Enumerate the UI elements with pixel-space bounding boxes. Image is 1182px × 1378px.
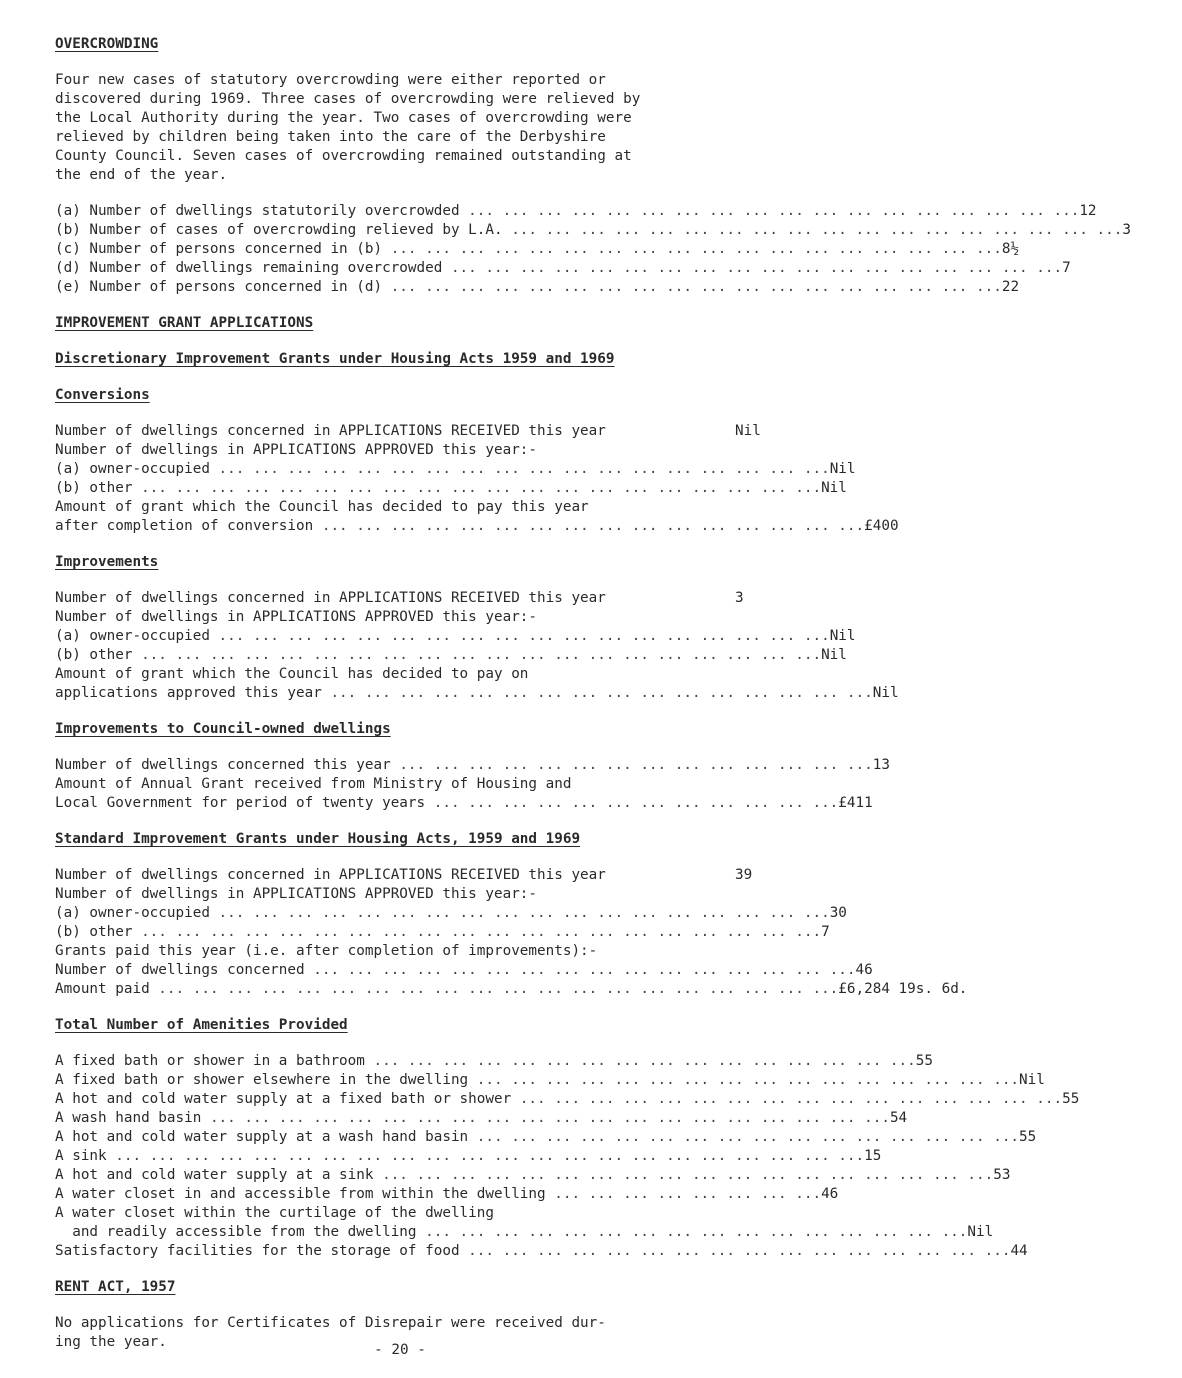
item-value: 7 [1062,260,1071,276]
item-value: 15 [864,1148,882,1164]
list-item: A fixed bath or shower elsewhere in the dwelling ... ... ... ... ... ... ... ... ... ... ... ... ... ... ... ... Nil [55,1071,795,1090]
dot-leader: ... ... ... ... ... ... ... ... ... ... ... ... ... ... ... ... ... ... [468,203,1080,219]
rent-act-paragraph: No applications for Certificates of Disrepair were received dur- ing the year. [55,1315,606,1350]
list-item: (a) Number of dwellings statutorily overcrowded ... ... ... ... ... ... ... ... ... ... ... ... ... ... ... ... ... ... 12 [55,202,795,221]
conversions-heading: Conversions [55,387,150,403]
list-item: (e) Number of persons concerned in (d) ... ... ... ... ... ... ... ... ... ... ... ... ... ... ... ... ... ... 22 [55,278,795,297]
dot-leader: ... ... ... ... ... ... ... ... ... ... ... ... ... ... ... ... [476,1129,1020,1145]
item-value: Nil [735,423,761,439]
dot-leader: ... ... ... ... ... ... ... ... ... ... ... ... ... ... ... ... ... ... ... ... [141,924,822,940]
list-item: A water closet in and accessible from within the dwelling ... ... ... ... ... ... ... ... 46 [55,1185,795,1204]
item-value: 55 [1062,1091,1080,1107]
dot-leader: ... ... ... ... ... ... ... ... ... ... ... ... ... ... ... ... [425,1224,968,1240]
list-item: (a) owner-occupied ... ... ... ... ... ... ... ... ... ... ... ... ... ... ... ... ... ... 30 [55,904,795,923]
list-item: Satisfactory facilities for the storage of food ... ... ... ... ... ... ... ... ... ... ... ... ... ... ... ... 44 [55,1242,795,1261]
item-value: 30 [829,905,847,921]
item-value: Nil [1019,1072,1045,1088]
dot-leader: ... ... ... ... ... ... ... ... ... ... ... ... ... ... ... ... [476,1072,1020,1088]
dot-leader: ... ... ... ... ... ... ... ... ... ... ... ... ... ... ... ... ... ... [382,1167,994,1183]
item-value: 46 [855,962,873,978]
list-item: Number of dwellings concerned ... ... ... ... ... ... ... ... ... ... ... ... ... ... ... ... 46 [55,961,795,980]
list-item: applications approved this year ... ... ... ... ... ... ... ... ... ... ... ... ... ... ... ... Nil [55,684,795,703]
item-value: £400 [864,518,899,534]
dot-leader: ... ... ... ... ... ... ... ... ... ... ... ... [433,795,839,811]
item-value: 3 [1122,222,1131,238]
amount-intro: Amount of grant which the Council has decided to pay this year [55,499,589,515]
item-value: 55 [915,1053,933,1069]
list-item: (a) owner-occupied ... ... ... ... ... ... ... ... ... ... ... ... ... ... ... ... ... ... Nil [55,627,795,646]
item-value: 53 [993,1167,1011,1183]
amenity-intro: A water closet within the curtilage of the dwelling [55,1205,494,1221]
item-value: 44 [1010,1243,1028,1259]
discretionary-heading: Discretionary Improvement Grants under Housing Acts 1959 and 1969 [55,351,615,367]
item-value: Nil [872,685,899,701]
item-value: Nil [829,628,856,644]
amount-intro: Amount of Annual Grant received from Ministry of Housing and [55,776,572,792]
list-item: (c) Number of persons concerned in (b) ... ... ... ... ... ... ... ... ... ... ... ... ... ... ... ... ... ... 8½ [55,240,795,259]
overcrowding-heading: OVERCROWDING [55,36,159,52]
item-value: 3 [735,590,744,606]
overcrowding-paragraph: Four new cases of statutory overcrowding were either reported or discovered during 1969. Three cases of overcrowding were relieved by the Local Authority during the year. Two cases of overcrowding were relieved by children being taken into the care of the Derbyshire County Council. Seven cases of overcrowding remained outstanding at the end of the year. [55,72,641,183]
list-item: Number of dwellings concerned in APPLICATIONS RECEIVED this year 3 [55,589,795,608]
dot-leader: ... ... ... ... ... ... ... ... ... ... ... ... ... ... ... ... ... ... [390,241,1002,257]
amenities-list [55,1052,1080,1261]
document-page [55,35,1131,1352]
dot-leader: ... ... ... ... ... ... ... ... ... ... ... ... ... ... ... ... ... ... [450,260,1063,276]
item-value: 55 [1019,1129,1037,1145]
amount-intro: Amount of grant which the Council has decided to pay on [55,666,529,682]
item-value: 46 [821,1186,839,1202]
list-item: A wash hand basin ... ... ... ... ... ... ... ... ... ... ... ... ... ... ... ... ... ... ... ... 54 [55,1109,795,1128]
list-item: Number of dwellings concerned this year ... ... ... ... ... ... ... ... ... ... ... ... ... ... 13 [55,756,795,775]
list-item: A hot and cold water supply at a fixed bath or shower ... ... ... ... ... ... ... ... ... ... ... ... ... ... ... ... 55 [55,1090,795,1109]
list-item: A hot and cold water supply at a sink ... ... ... ... ... ... ... ... ... ... ... ... ... ... ... ... ... ... 53 [55,1166,795,1185]
overcrowding-list [55,202,1131,297]
improvements-heading: Improvements [55,554,159,570]
item-value: Nil [829,461,856,477]
dot-leader: ... ... ... ... ... ... ... ... ... ... ... ... ... ... ... ... ... ... [511,222,1123,238]
item-value: Nil [821,647,847,663]
list-item: A fixed bath or shower in a bathroom ... ... ... ... ... ... ... ... ... ... ... ... ... ... ... ... 55 [55,1052,795,1071]
approved-intro: Number of dwellings in APPLICATIONS APPROVED this year:- [55,886,538,902]
dot-leader: ... ... ... ... ... ... ... ... ... ... ... ... ... ... ... ... ... ... ... ... [141,647,822,663]
approved-intro: Number of dwellings in APPLICATIONS APPROVED this year:- [55,609,538,625]
item-value: 54 [889,1110,908,1126]
list-item: (b) Number of cases of overcrowding relieved by L.A. ... ... ... ... ... ... ... ... ... ... ... ... ... ... ... ... ... ... 3 [55,221,795,240]
council-dwellings-heading: Improvements to Council-owned dwellings [55,721,391,737]
list-item: Amount paid ... ... ... ... ... ... ... ... ... ... ... ... ... ... ... ... ... ... ... ... £6,284 19s. 6d. [55,980,795,999]
dot-leader: ... ... ... ... ... ... ... ... ... ... ... ... ... ... ... ... ... ... [218,905,830,921]
dot-leader: ... ... ... ... ... ... ... ... ... ... ... ... ... ... ... ... [373,1053,916,1069]
paid-intro: Grants paid this year (i.e. after completion of improvements):- [55,943,598,959]
item-value: £6,284 19s. 6d. [838,981,968,997]
list-item: Number of dwellings concerned in APPLICATIONS RECEIVED this year 39 [55,866,795,885]
item-value: 22 [1001,279,1020,295]
list-item: Local Government for period of twenty years ... ... ... ... ... ... ... ... ... ... ... ... £411 [55,794,795,813]
dot-leader: ... ... ... ... ... ... ... ... ... ... ... ... ... ... ... ... ... ... [218,628,830,644]
amenities-heading: Total Number of Amenities Provided [55,1017,348,1033]
page-number: - 20 - [374,1342,426,1358]
improvement-grant-heading: IMPROVEMENT GRANT APPLICATIONS [55,315,314,331]
approved-intro: Number of dwellings in APPLICATIONS APPROVED this year:- [55,442,538,458]
item-value: 12 [1079,203,1097,219]
list-item: (b) other ... ... ... ... ... ... ... ... ... ... ... ... ... ... ... ... ... ... ... ... Nil [55,646,795,665]
dot-leader: ... ... ... ... ... ... ... ... ... ... ... ... ... ... ... ... ... ... [390,279,1002,295]
dot-leader: ... ... ... ... ... ... ... ... ... ... ... ... ... ... ... ... [519,1091,1063,1107]
item-value: 13 [872,757,890,773]
dot-leader: ... ... ... ... ... ... ... ... ... ... ... ... ... ... ... ... ... ... ... ... ... ... [115,1148,865,1164]
dot-leader: ... ... ... ... ... ... ... ... [554,1186,822,1202]
item-value: Nil [967,1224,994,1240]
item-value: Nil [821,480,847,496]
list-item: and readily accessible from the dwelling ... ... ... ... ... ... ... ... ... ... ... ... ... ... ... ... Nil [55,1223,795,1242]
list-item: after completion of conversion ... ... ... ... ... ... ... ... ... ... ... ... ... ... ... ... £400 [55,517,795,536]
item-value: 7 [821,924,830,940]
list-item: (a) owner-occupied ... ... ... ... ... ... ... ... ... ... ... ... ... ... ... ... ... ... Nil [55,460,795,479]
list-item: (b) other ... ... ... ... ... ... ... ... ... ... ... ... ... ... ... ... ... ... ... ... 7 [55,923,795,942]
standard-grants-heading: Standard Improvement Grants under Housing Acts, 1959 and 1969 [55,831,581,847]
dot-leader: ... ... ... ... ... ... ... ... ... ... ... ... ... ... ... ... [321,518,865,534]
dot-leader: ... ... ... ... ... ... ... ... ... ... ... ... ... ... ... ... [468,1243,1011,1259]
item-value: 39 [735,867,753,883]
list-item: (b) other ... ... ... ... ... ... ... ... ... ... ... ... ... ... ... ... ... ... ... ... Nil [55,479,795,498]
item-value: £411 [838,795,873,811]
dot-leader: ... ... ... ... ... ... ... ... ... ... ... ... ... ... ... ... ... ... ... ... [209,1110,890,1126]
dot-leader: ... ... ... ... ... ... ... ... ... ... ... ... ... ... ... ... [330,685,873,701]
list-item: A hot and cold water supply at a wash hand basin ... ... ... ... ... ... ... ... ... ... ... ... ... ... ... ... 55 [55,1128,795,1147]
dot-leader: ... ... ... ... ... ... ... ... ... ... ... ... ... ... ... ... [313,962,856,978]
list-item: Number of dwellings concerned in APPLICATIONS RECEIVED this year Nil [55,422,795,441]
rent-act-heading: RENT ACT, 1957 [55,1279,176,1295]
list-item: A sink ... ... ... ... ... ... ... ... ... ... ... ... ... ... ... ... ... ... ... ... ... ... 15 [55,1147,795,1166]
dot-leader: ... ... ... ... ... ... ... ... ... ... ... ... ... ... ... ... ... ... [218,461,830,477]
dot-leader: ... ... ... ... ... ... ... ... ... ... ... ... ... ... [399,757,873,773]
dot-leader: ... ... ... ... ... ... ... ... ... ... ... ... ... ... ... ... ... ... ... ... [141,480,822,496]
dot-leader: ... ... ... ... ... ... ... ... ... ... ... ... ... ... ... ... ... ... ... ... [158,981,839,997]
item-value: 8½ [1001,241,1020,257]
list-item: (d) Number of dwellings remaining overcrowded ... ... ... ... ... ... ... ... ... ... ... ... ... ... ... ... ... ... 7 [55,259,795,278]
